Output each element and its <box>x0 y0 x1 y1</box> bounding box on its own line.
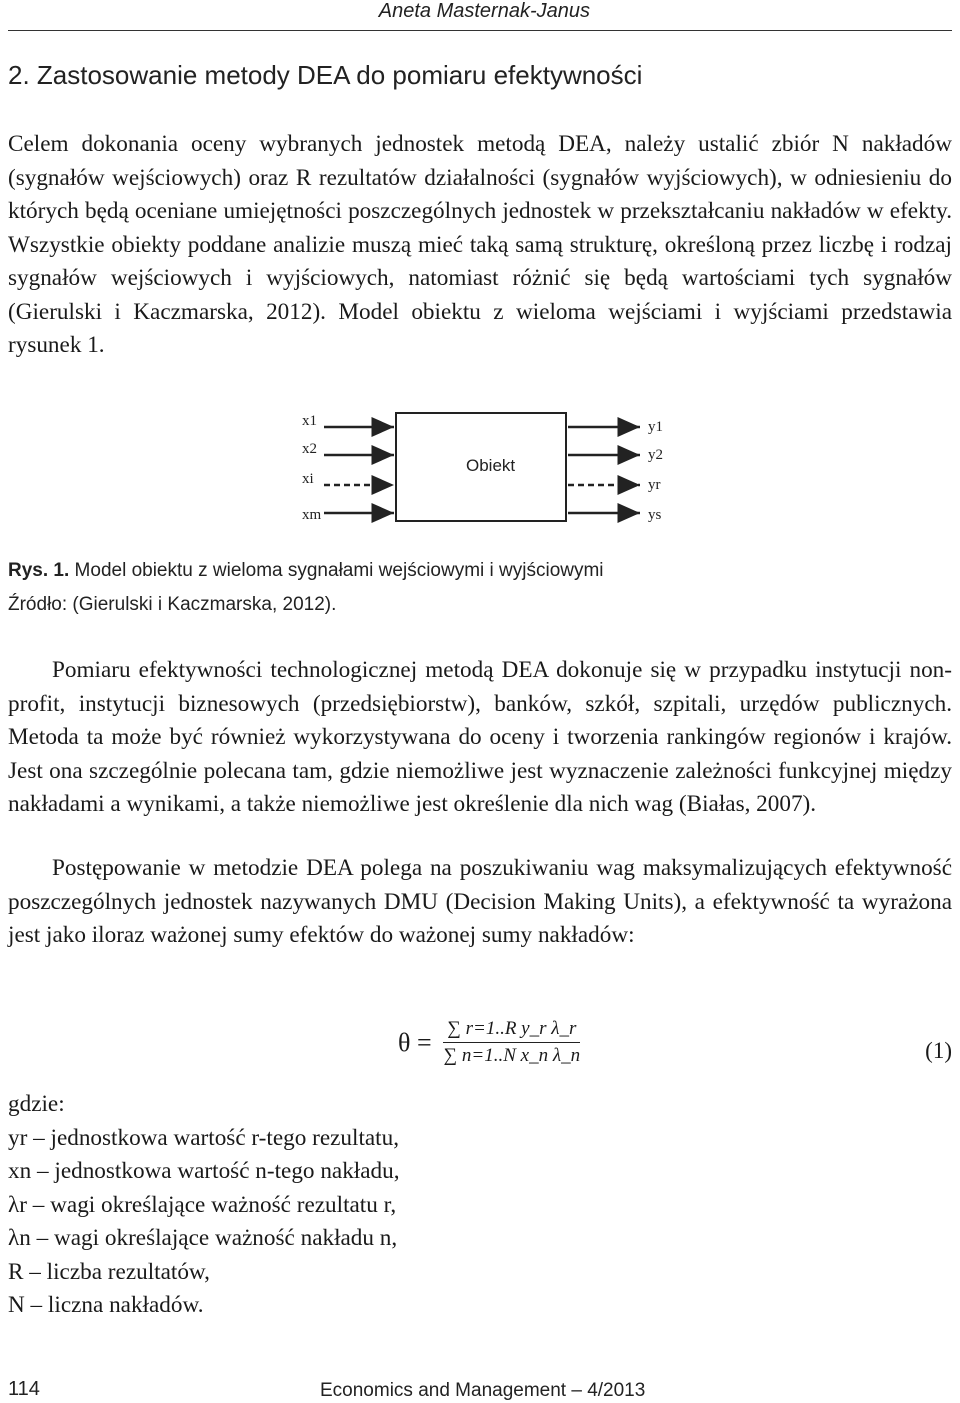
definition-item: λr – wagi określające ważność rezultatu r, <box>8 1191 397 1218</box>
input-label-m: xm <box>302 507 322 523</box>
output-label-r: yr <box>648 477 661 493</box>
section-title: 2. Zastosowanie metody DEA do pomiaru efektywności <box>8 60 643 90</box>
definitions-intro: gdzie: <box>8 1091 65 1117</box>
output-label-1: y1 <box>648 419 663 435</box>
definition-item: xn – jednostkowa wartość n-tego nakładu, <box>8 1158 400 1184</box>
header-rule <box>8 30 952 31</box>
formula-numerator: ∑ r=1..R y_r λ_r <box>443 1018 580 1043</box>
figure-caption-text: Model obiektu z wieloma sygnałami wejściowymi i wyjściowymi <box>69 560 604 581</box>
definition-item: N – liczna nakładów. <box>8 1292 204 1318</box>
figure-caption-label: Rys. 1. <box>8 560 70 581</box>
paragraph-3: Postępowanie w metodzie DEA polega na poszukiwaniu wag maksymalizujących efektywność poszczególnych jednostek nazywanych DMU (Decision Making Units), a efektywność ta wyrażona jest jako iloraz ważonej sumy efektów do ważonej sumy nakładów: <box>8 855 952 948</box>
running-header-author: Aneta Masternak-Janus <box>378 0 590 22</box>
definitions-list <box>8 1088 400 1323</box>
formula-fraction <box>440 1018 584 1067</box>
formula-number: (1) <box>925 1038 952 1063</box>
figure-diagram <box>290 405 680 530</box>
formula-lhs: θ = <box>398 1027 432 1057</box>
object-label: Obiekt <box>466 456 516 475</box>
figure-caption <box>8 560 604 582</box>
output-label-s: ys <box>648 507 662 523</box>
input-label-i: xi <box>302 471 314 487</box>
formula-denominator: ∑ n=1..N x_n λ_n <box>443 1045 581 1066</box>
page-number: 114 <box>8 1378 40 1400</box>
figure-source: Źródło: (Gierulski i Kaczmarska, 2012). <box>8 594 337 615</box>
definition-item: R – liczba rezultatów, <box>8 1258 210 1285</box>
input-label-1: x1 <box>302 413 317 429</box>
input-label-2: x2 <box>302 441 317 457</box>
paragraph-1: Celem dokonania oceny wybranych jednostek metodą DEA, należy ustalić zbiór N nakładów (sygnałów wejściowych) oraz R rezultatów działalności (sygnałów wyjściowych), w odniesieniu do których będą oceniane umiejętności poszczególnych jednostek w przekształcaniu nakładów w efekty. Wszystkie obiekty poddane analizie muszą mieć taką samą strukturę, określoną przez liczbę i rodzaj sygnałów wejściowych i wyjściowych, natomiast różnić się będą wartościami tych sygnałów (Gierulski i Kaczmarska, 2012). Model obiektu z wieloma wejściami i wyjściami przedstawia rysunek 1. <box>8 131 952 358</box>
output-label-2: y2 <box>648 447 663 463</box>
paragraph-2: Pomiaru efektywności technologicznej metodą DEA dokonuje się w przypadku instytucji non-profit, instytucji biznesowych (przedsiębiorstw), banków, szkół, szpitali, urzędów publicznych. Metoda ta może być również wykorzystywana do oceny i tworzenia rankingów regionów i krajów. Jest ona szczególnie polecana tam, gdzie niemożliwe jest wyznaczenie zależności funkcyjnej między nakładami a wynikami, a także niemożliwe jest określenie dla nich wag (Białas, 2007). <box>8 657 952 817</box>
definition-item: λn – wagi określające ważność nakładu n, <box>8 1225 398 1251</box>
definition-item: yr – jednostkowa wartość r-tego rezultatu, <box>8 1124 400 1151</box>
figure-object-model <box>290 405 680 530</box>
journal-footer: Economics and Management – 4/2013 <box>320 1380 646 1401</box>
formula-1 <box>398 1018 584 1067</box>
